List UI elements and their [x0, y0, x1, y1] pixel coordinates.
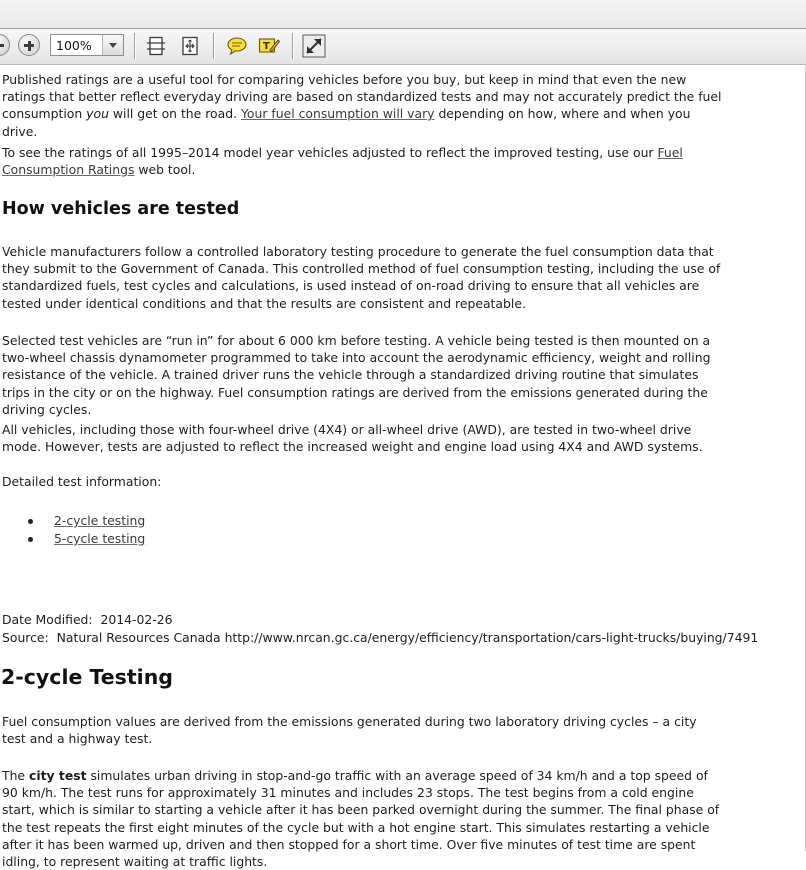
svg-text:T: T: [263, 41, 270, 52]
date-modified: [2, 611, 792, 628]
bullet-icon: [28, 519, 33, 524]
text-run: depending on how, where and when you drive.: [2, 106, 691, 139]
test-vehicles-paragraph: Selected test vehicles are “run in” for about 6 000 km before testing. A vehicle being tested is then mounted on a two-wheel chassis dynamometer programmed to take into account the aerodynamic efficiency, weight and rolling resistance of the vehicle. A trained driver runs the vehicle through a standardized driving routine that simulates trips in the city or on the highway. Fuel consumption ratings are derived from the emissions generated during the driving cycles.: [2, 333, 711, 417]
two-cycle-testing-link[interactable]: 2-cycle testing: [54, 513, 146, 528]
fullscreen-icon[interactable]: [302, 35, 326, 57]
fit-page-icon[interactable]: [144, 35, 168, 57]
text-run: Published ratings are a useful tool for comparing vehicles before you buy, but keep in mind that even the new ratings that better reflect everyday driving are based on standardized tests and may not accurately predict the fuel consumption: [2, 72, 722, 122]
toolbar-divider: [292, 33, 293, 59]
section-heading-how-tested: How vehicles are tested: [2, 199, 240, 219]
highlight-text-icon[interactable]: [257, 35, 281, 57]
source-label: Source:: [2, 630, 49, 645]
four-wheel-drive-paragraph: All vehicles, including those with four-wheel drive (4X4) or all-wheel drive (AWD), are tested in two-wheel drive mode. However, tests are adjusted to reflect the increased weight and engine load using 4X4 and AWD systems.: [2, 422, 703, 455]
bold-text: city test: [28, 768, 87, 783]
date-value: 2014-02-26: [100, 612, 173, 627]
text-run: will get on the road.: [108, 106, 241, 122]
bullet-icon: [28, 537, 33, 542]
fuel-consumption-ratings-link[interactable]: Fuel Consumption Ratings: [2, 145, 683, 178]
fuel-consumption-vary-link[interactable]: Your fuel consumption will vary: [240, 106, 435, 122]
zoom-level-select[interactable]: [50, 34, 124, 56]
text-run: web tool.: [134, 162, 196, 178]
toolbar-divider: [134, 33, 135, 59]
city-test-paragraph: [2, 767, 722, 870]
date-label: Date Modified:: [2, 612, 93, 627]
five-cycle-testing-link[interactable]: 5-cycle testing: [54, 531, 146, 546]
lab-testing-paragraph: Vehicle manufacturers follow a controlled laboratory testing procedure to generate the fuel consumption data that they submit to the Government of Canada. This controlled method of fuel consumption testing, including the use of standardized fuels, test cycles and calculations, is used instead of on-road driving to ensure that all vehicles are tested under identical conditions and that the results are consistent and repeatable.: [2, 244, 721, 311]
document-page: [0, 64, 806, 870]
zoom-level-value: 100%: [56, 38, 92, 53]
emphasis-text: you: [86, 106, 109, 122]
two-cycle-intro-paragraph: Fuel consumption values are derived from the emissions generated during two laboratory driving cycles – a city test and a highway test.: [2, 714, 697, 747]
pdf-toolbar: [0, 29, 806, 65]
text-run: The: [2, 768, 29, 783]
window-title-bar: [0, 0, 806, 29]
ratings-paragraph: [2, 144, 722, 178]
chevron-down-icon[interactable]: [102, 35, 123, 55]
intro-paragraph: [2, 71, 722, 140]
comment-icon[interactable]: [225, 35, 249, 57]
detailed-info-label: Detailed test information:: [2, 474, 162, 489]
source-line: [2, 629, 802, 646]
text-run: To see the ratings of all 1995–2014 model year vehicles adjusted to reflect the improved testing, use our: [2, 145, 658, 160]
text-run: simulates urban driving in stop-and-go traffic with an average speed of 34 km/h and a top speed of 90 km/h. The test runs for approximately 31 minutes and includes 23 stops. The test begins from a cold engine start, which is similar to starting a vehicle after it has been parked overnight during the summer. The final phase of the test repeats the first eight minutes of the cycle but with a hot engine start. This simulates restarting a vehicle after it has been warmed up, driven and then stopped for a short time. Over five minutes of test time are spent idling, to represent waiting at traffic lights.: [2, 768, 720, 870]
section-heading-2-cycle: 2-cycle Testing: [1, 665, 173, 689]
source-value: Natural Resources Canada http://www.nrcan.gc.ca/energy/efficiency/transportation/cars-light-trucks/buying/7491: [56, 630, 759, 645]
zoom-out-icon[interactable]: [0, 34, 10, 56]
fit-width-icon[interactable]: [178, 35, 202, 57]
toolbar-divider: [213, 33, 214, 59]
zoom-in-icon[interactable]: [18, 34, 40, 56]
